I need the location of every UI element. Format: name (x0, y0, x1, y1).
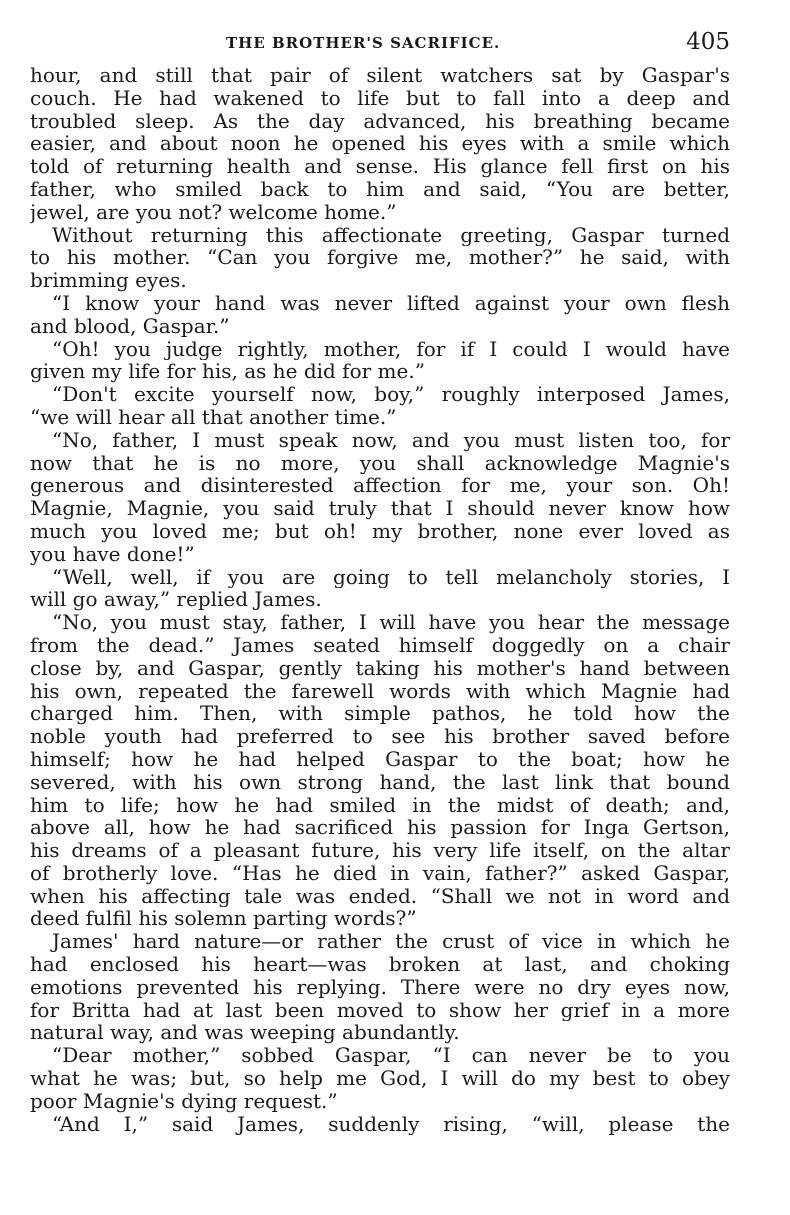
text-line: above all, how he had sacrificed his passion for Inga Gertson, (30, 816, 730, 840)
text-line: troubled sleep. As the day advanced, his breathing became (30, 109, 730, 133)
text-line: to his mother. “Can you forgive me, mother?” he said, with (30, 246, 730, 270)
text-line: will go away,” replied James. (30, 588, 322, 612)
text-line: his own, repeated the farewell words with which Magnie had (30, 679, 730, 703)
text-line: “Oh! you judge rightly, mother, for if I could I would have (52, 337, 730, 361)
body-text (30, 64, 730, 1135)
text-line: easier, and about noon he opened his eyes with a smile which (30, 132, 730, 156)
text-line: emotions prevented his replying. There were no dry eyes now, (30, 975, 730, 999)
text-line: brimming eyes. (30, 269, 187, 292)
page-header (30, 24, 730, 64)
text-line: poor Magnie's dying request.” (30, 1089, 338, 1113)
text-line: “Dear mother,” sobbed Gaspar, “I can never be to you (52, 1044, 730, 1068)
text-line: father, who smiled back to him and said, “You are better, (30, 177, 730, 201)
text-line: from the dead.” James seated himself doggedly on a chair (30, 633, 730, 657)
text-line: his dreams of a pleasant future, his very life itself, on the altar (30, 839, 730, 862)
text-line: what he was; but, so help me God, I will do my best to obey (30, 1067, 730, 1090)
text-line: James' hard nature—or rather the crust of vice in which he (52, 930, 730, 954)
text-line: when his affecting tale was ended. “Shall we not in word and (30, 884, 730, 908)
text-line: noble youth had preferred to see his brother saved before (30, 725, 730, 748)
text-line: “Well, well, if you are going to tell melancholy stories, I (52, 565, 730, 589)
book-page (30, 24, 730, 1135)
text-line: “And I,” said James, suddenly rising, “will, please the (52, 1112, 730, 1136)
text-line: had enclosed his heart—was broken at last, and choking (30, 953, 730, 976)
text-line: close by, and Gaspar, gently taking his mother's hand between (30, 656, 730, 680)
text-line: himself; how he had helped Gaspar to the boat; how he (30, 747, 730, 771)
text-line: natural way, and was weeping abundantly. (30, 1021, 460, 1045)
text-line: “I know your hand was never lifted against your own flesh (52, 291, 730, 315)
text-line: jewel, are you not? welcome home.” (30, 200, 397, 224)
text-line: much you loved me; but oh! my brother, none ever loved as (30, 519, 730, 543)
text-line: Without returning this affectionate greeting, Gaspar turned (52, 223, 730, 247)
text-line: couch. He had wakened to life but to fall into a deep and (30, 86, 730, 110)
text-line: and blood, Gaspar.” (30, 314, 230, 338)
text-line: “No, father, I must speak now, and you must listen too, for (52, 428, 730, 452)
text-line: now that he is no more, you shall acknowledge Magnie's (30, 451, 730, 475)
running-title: THE BROTHER'S SACRIFICE. (226, 34, 501, 52)
page-number: 405 (686, 29, 730, 55)
text-line: told of returning health and sense. His glance fell first on his (30, 155, 730, 178)
text-line: “we will hear all that another time.” (30, 405, 397, 429)
text-line: given my life for his, as he did for me.” (30, 360, 425, 384)
text-line: “No, you must stay, father, I will have you hear the message (52, 611, 730, 634)
text-line: him to life; how he had smiled in the midst of death; and, (30, 793, 730, 817)
text-line: deed fulfil his solemn parting words?” (30, 907, 417, 931)
text-line: of brotherly love. “Has he died in vain, father?” asked Gaspar, (30, 861, 730, 885)
text-line: Magnie, Magnie, you said truly that I should never know how (30, 497, 730, 520)
text-line: severed, with his own strong hand, the last link that bound (30, 770, 730, 794)
text-line: generous and disinterested affection for me, your son. Oh! (30, 474, 730, 498)
text-line: charged him. Then, with simple pathos, he told how the (30, 702, 730, 726)
text-line: you have done!” (30, 542, 195, 566)
text-line: “Don't excite yourself now, boy,” roughly interposed James, (52, 383, 730, 406)
text-line: hour, and still that pair of silent watchers sat by Gaspar's (30, 64, 730, 87)
text-line: for Britta had at last been moved to show her grief in a more (30, 998, 730, 1022)
